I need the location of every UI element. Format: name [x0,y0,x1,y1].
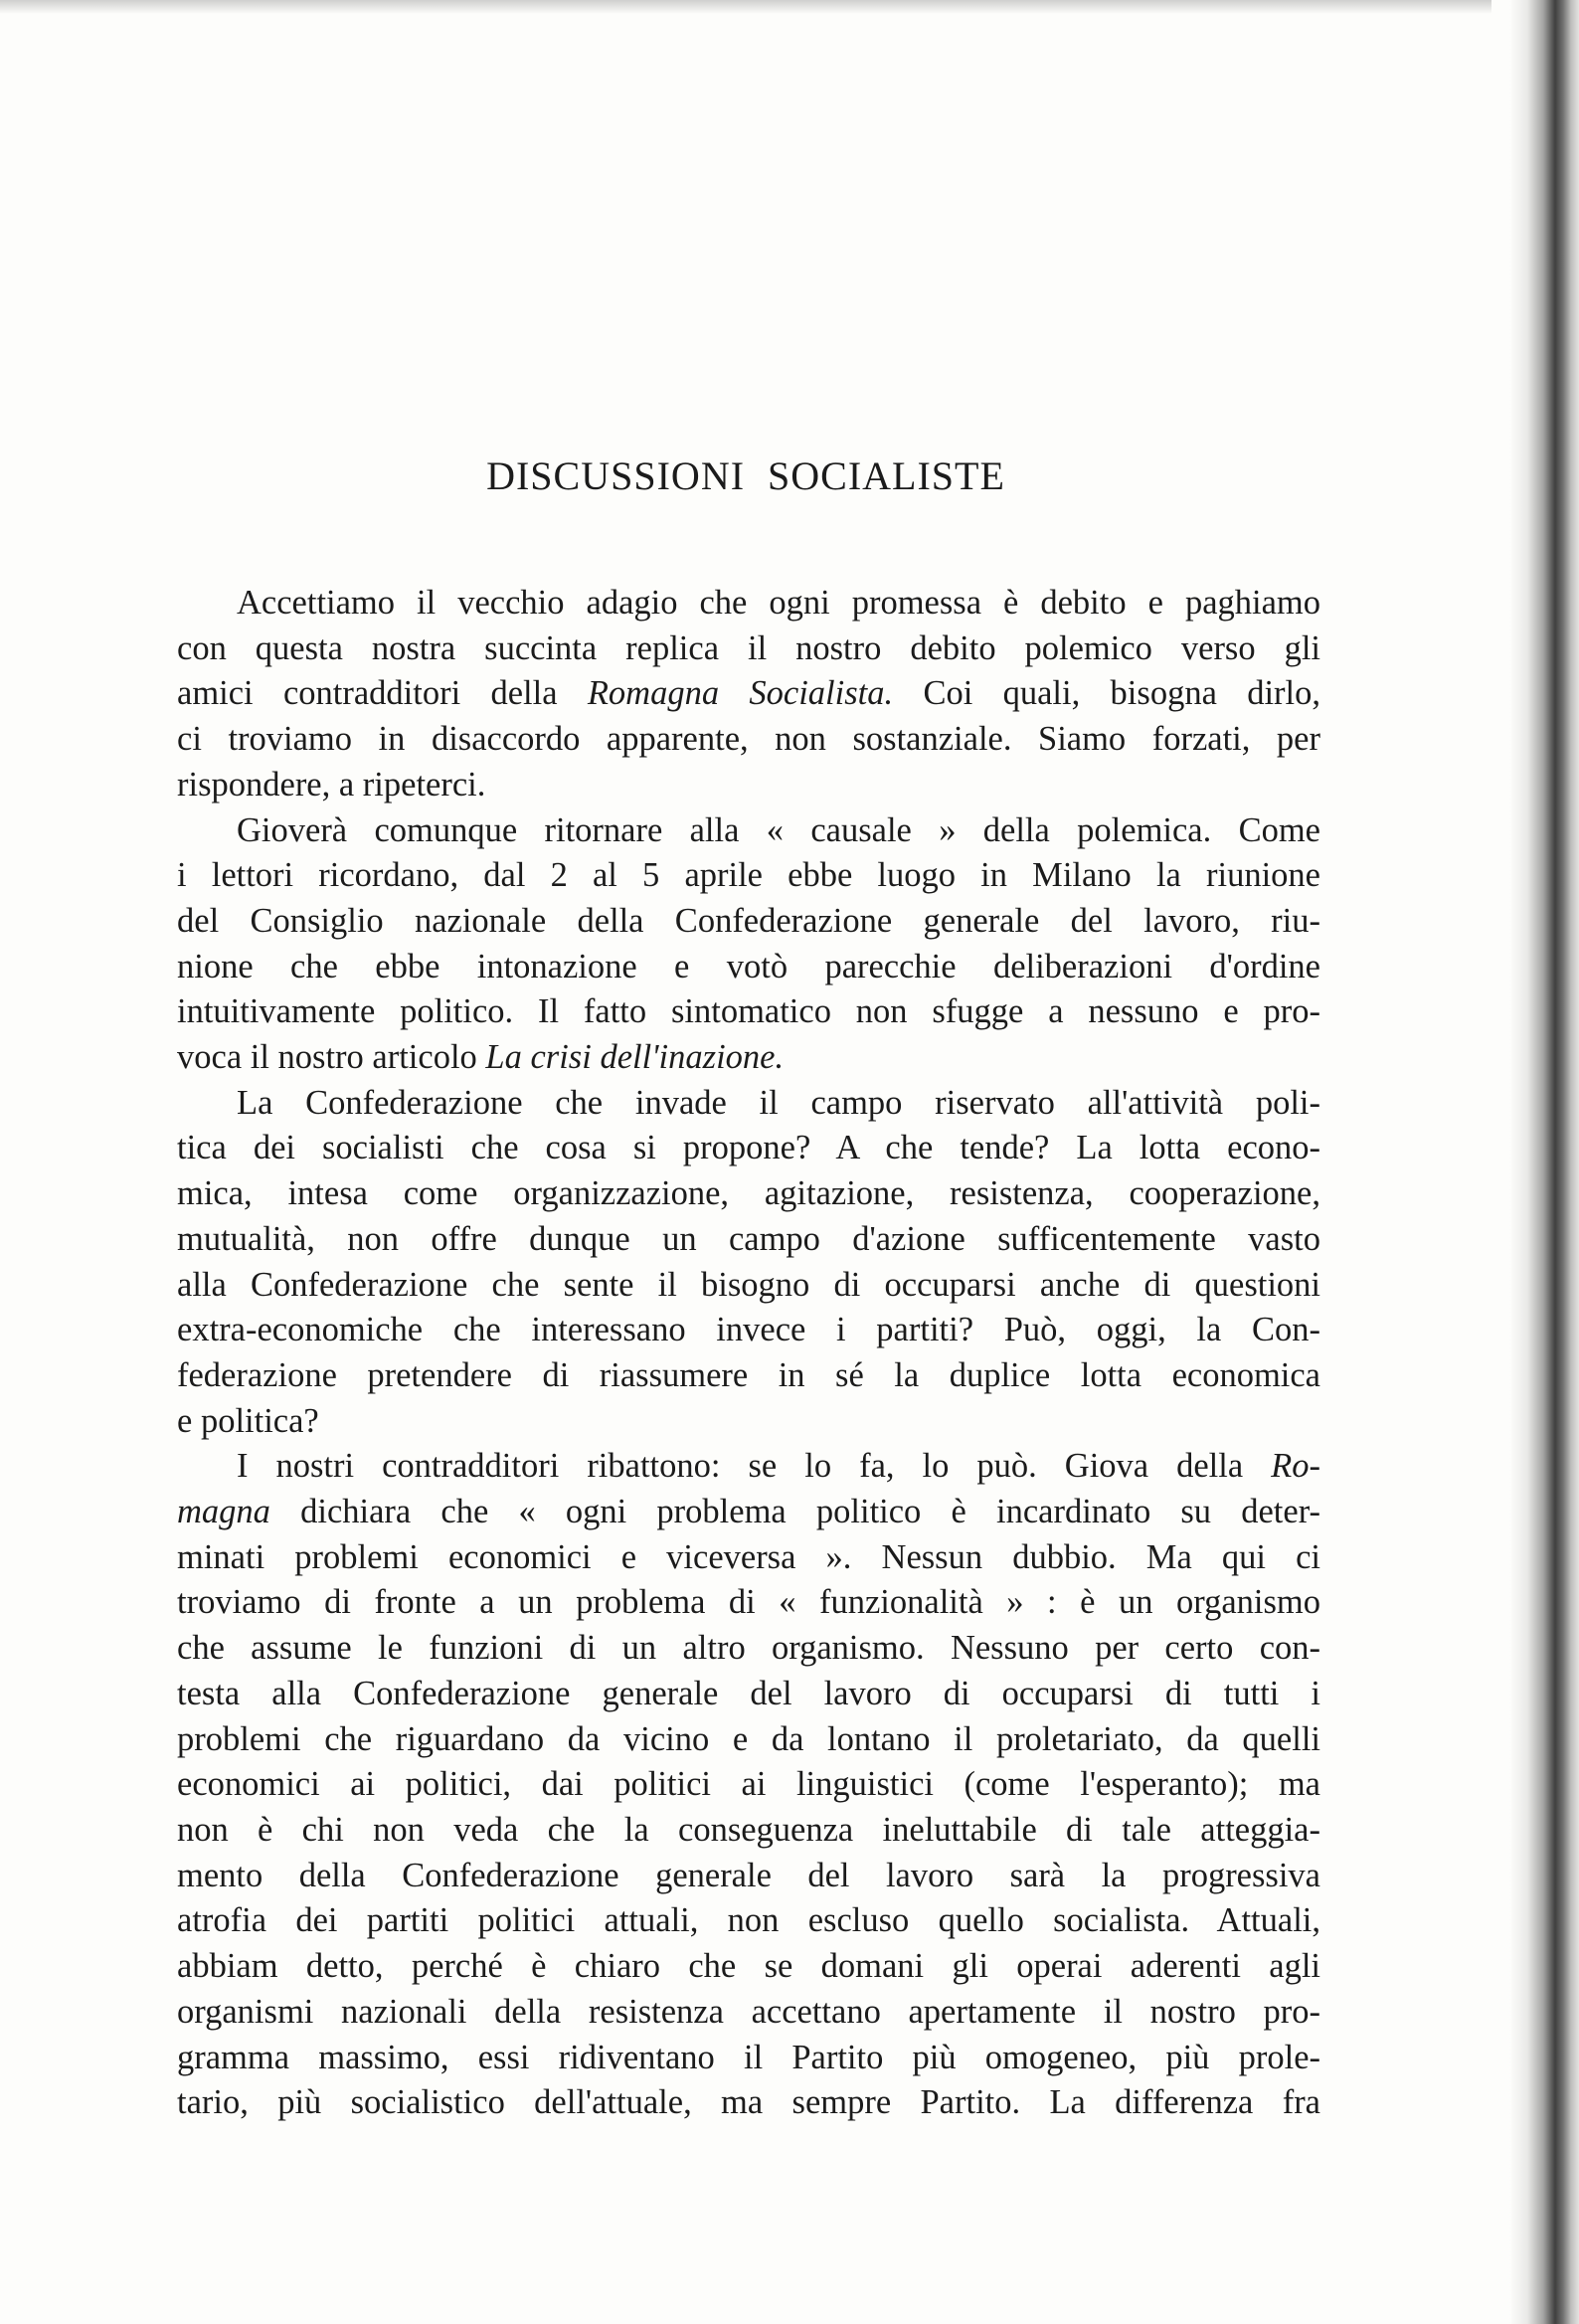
text-line [177,1217,1320,1263]
text-line [177,1580,1320,1626]
text-line [177,989,1320,1035]
text-run: rispondere, a ripeterci. [177,765,486,804]
text-run: Gioverà comunque ritornare alla « causale » della polemica. Come [237,810,1320,849]
text-line [177,1353,1320,1399]
text-run: del Consiglio nazionale della Confederazione generale del lavoro, riu- [177,901,1320,940]
text-run: tario, più socialistico dell'attuale, ma sempre Partito. La differenza fra [177,2083,1320,2122]
text-run: abbiam detto, perché è chiaro che se domani gli operai aderenti agli [177,1947,1320,1986]
text-line [177,763,1320,808]
text-line [177,899,1320,945]
text-run: intuitivamente politico. Il fatto sintomatico non sfugge a nessuno e pro- [177,992,1320,1031]
text-run: tica dei socialisti che cosa si propone? A che tende? La lotta econo- [177,1129,1320,1167]
text-line [177,1081,1320,1127]
text-run: Coi quali, bisogna dirlo, [893,674,1320,713]
text-run: alla Confederazione che sente il bisogno di occuparsi anche di questioni [177,1265,1320,1304]
text-run: e politica? [177,1401,319,1440]
text-run: federazione pretendere di riassumere in sé la duplice lotta economica [177,1355,1320,1394]
text-run: extra-economiche che interessano invece i partiti? Può, oggi, la Con- [177,1311,1320,1349]
text-run: problemi che riguardano da vicino e da lontano il proletariato, da quelli [177,1719,1320,1758]
text-line [177,671,1320,717]
italic-title-run: Romagna Socialista. [587,674,894,713]
text-line [177,1762,1320,1808]
text-line [177,1535,1320,1581]
text-run: Accettiamo il vecchio adagio che ogni promessa è debito e paghiamo [237,584,1320,622]
text-run: amici contradditori della [177,674,588,713]
text-run: non è chi non veda che la conseguenza ineluttabile di tale atteggia- [177,1810,1320,1849]
text-line [177,1308,1320,1353]
text-line [177,1944,1320,1990]
text-run: dichiara che « ogni problema politico è incardinato su deter- [269,1493,1320,1531]
text-run: mica, intesa come organizzazione, agitazione, resistenza, cooperazione, [177,1174,1320,1213]
text-run: I nostri contradditori ribattono: se lo fa, lo può. Giova della [237,1447,1272,1486]
text-line [177,1808,1320,1854]
text-run: organismi nazionali della resistenza accettano apertamente il nostro pro- [177,1992,1320,2031]
text-line [177,1126,1320,1171]
text-line [177,945,1320,990]
text-line [177,1990,1320,2036]
text-line [177,1626,1320,1672]
text-run: minati problemi economici e viceversa ». Nessun dubbio. Ma qui ci [177,1537,1320,1576]
text-run: voca il nostro articolo [177,1038,486,1077]
italic-title-run: La crisi dell'inazione. [485,1038,785,1077]
italic-title-run: Ro- [1271,1447,1320,1486]
text-line [177,2080,1320,2126]
text-run: La Confederazione che invade il campo riservato all'attività poli- [237,1083,1320,1122]
text-run: nione che ebbe intonazione e votò parecchie deliberazioni d'ordine [177,947,1320,985]
text-line [177,1490,1320,1535]
scan-top-edge [0,0,1491,14]
italic-title-run: magna [177,1493,270,1531]
binding-shadow [1509,0,1579,2324]
text-line [177,581,1320,626]
text-line [177,808,1320,854]
text-run: con questa nostra succinta replica il nostro debito polemico verso gli [177,628,1320,667]
text-run: ci troviamo in disaccordo apparente, non sostanziale. Siamo forzati, per [177,720,1320,759]
text-run: troviamo di fronte a un problema di « funzionalità » : è un organismo [177,1583,1320,1622]
text-line [177,1399,1320,1445]
text-run: gramma massimo, essi ridiventano il Partito più omogeneo, più prole- [177,2038,1320,2076]
text-line [177,853,1320,899]
text-run: mento della Confederazione generale del lavoro sarà la progressiva [177,1856,1320,1894]
text-line [177,1717,1320,1763]
text-line [177,2036,1320,2081]
text-run: i lettori ricordano, dal 2 al 5 aprile ebbe luogo in Milano la riunione [177,856,1320,895]
text-line [177,1263,1320,1309]
text-line [177,1854,1320,1899]
article-body [177,581,1320,2126]
text-run: atrofia dei partiti politici attuali, non escluso quello socialista. Attuali, [177,1901,1320,1940]
text-run: che assume le funzioni di un altro organismo. Nessuno per certo con- [177,1629,1320,1668]
text-line [177,1035,1320,1081]
text-line [177,1444,1320,1490]
text-line [177,717,1320,763]
text-line [177,1672,1320,1717]
article-title: DISCUSSIONI SOCIALISTE [486,453,1005,498]
text-line [177,1898,1320,1944]
text-run: mutualità, non offre dunque un campo d'azione sufficentemente vasto [177,1219,1320,1258]
text-line [177,1171,1320,1217]
text-run: economici ai politici, dai politici ai linguistici (come l'esperanto); ma [177,1765,1320,1804]
text-line [177,626,1320,672]
text-run: testa alla Confederazione generale del lavoro di occuparsi di tutti i [177,1674,1320,1712]
